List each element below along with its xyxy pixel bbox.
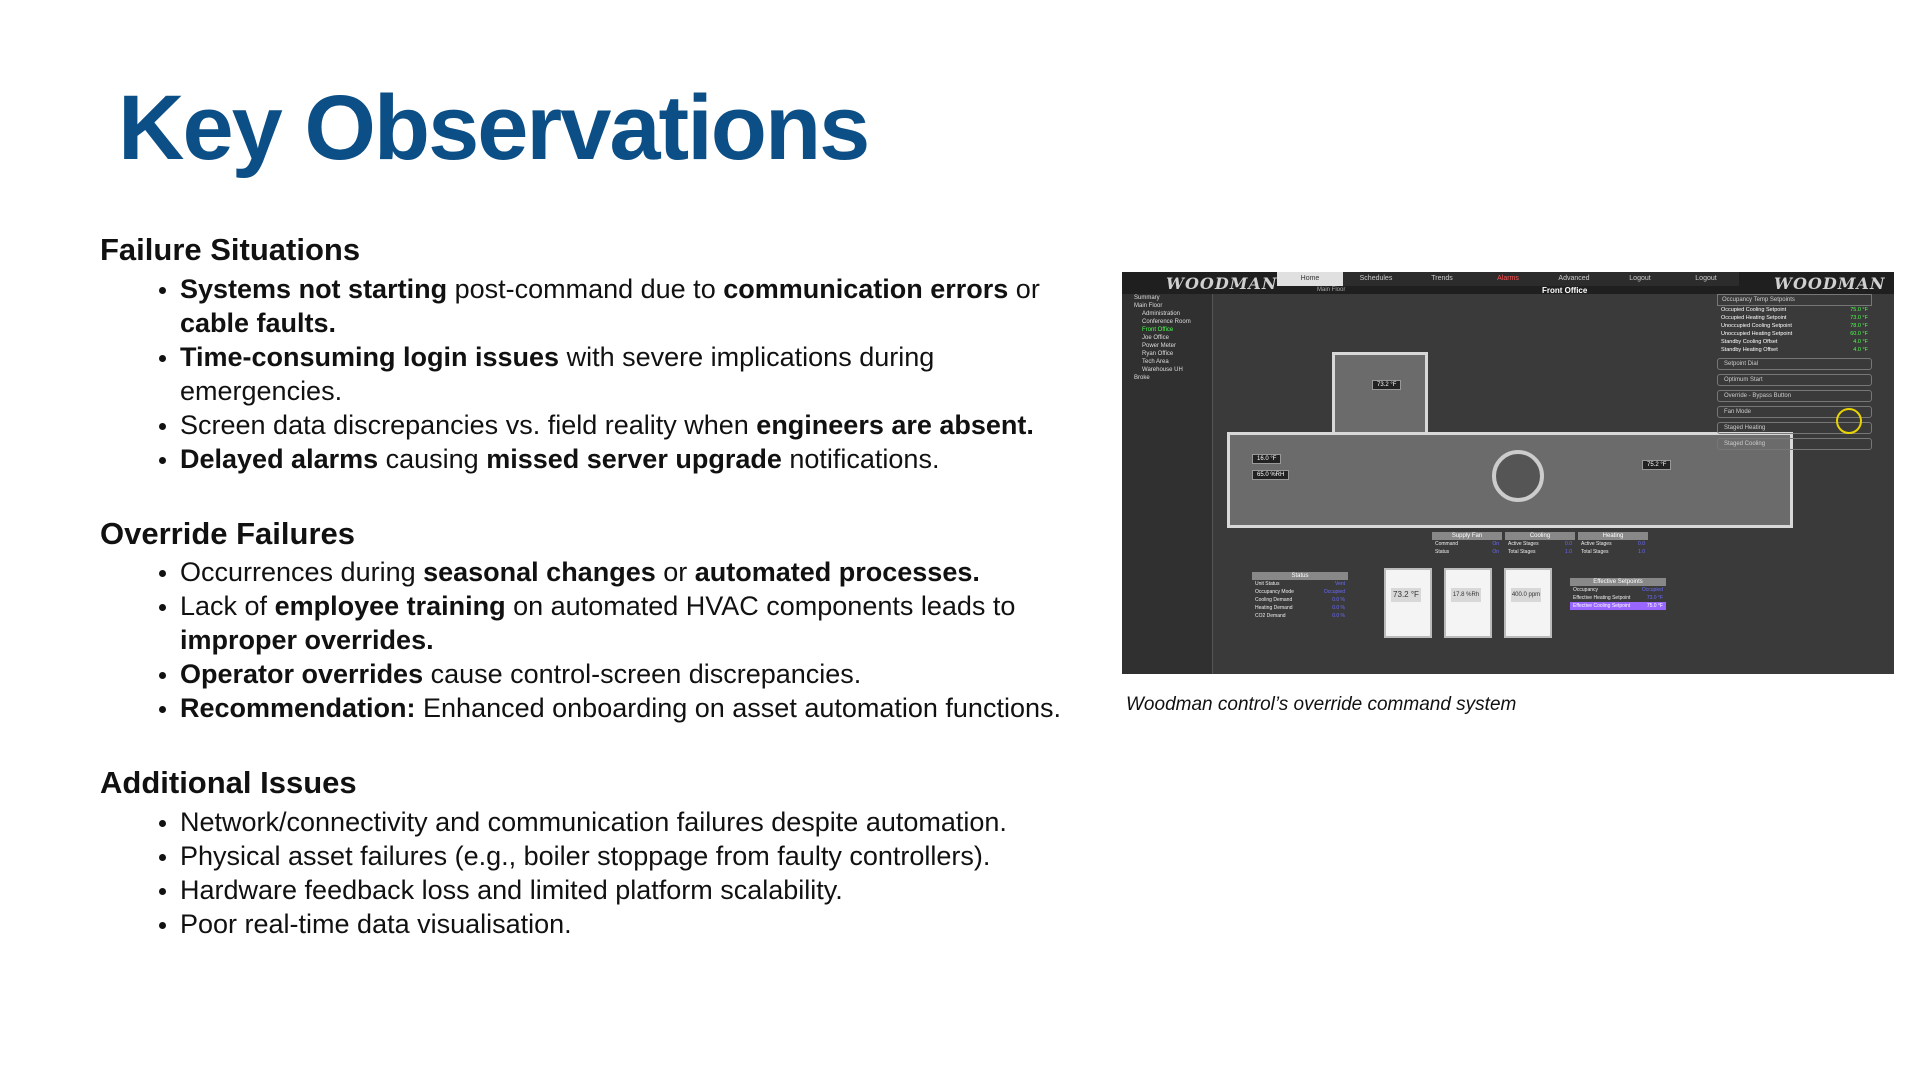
- table-row: [1505, 548, 1575, 556]
- table-row: [1252, 580, 1348, 588]
- table-row: [1505, 540, 1575, 548]
- duct-upper: [1332, 352, 1428, 438]
- supply-fan-table: [1432, 532, 1502, 556]
- row-key: Standby Heating Offset: [1721, 347, 1778, 353]
- tab-trends: Trends: [1409, 272, 1475, 286]
- bold-run: Time-consuming login issues: [180, 341, 560, 372]
- row-key: Heating Demand: [1255, 605, 1293, 611]
- row-value: Occupied: [1641, 587, 1663, 593]
- row-key: Unoccupied Cooling Setpoint: [1721, 323, 1792, 329]
- section-override-failures: [100, 516, 1080, 726]
- text-run: Hardware feedback loss and limited platform scalability.: [180, 874, 843, 905]
- bullet-item: [180, 691, 1080, 725]
- row-key: Occupied Cooling Setpoint: [1721, 307, 1787, 313]
- staged-heating-button: Staged Heating: [1717, 422, 1872, 434]
- row-value: 0.0: [1638, 541, 1645, 547]
- fan-mode-button: Fan Mode: [1717, 406, 1872, 418]
- staged-cooling-button: Staged Cooling: [1717, 438, 1872, 450]
- heating-table: [1578, 532, 1648, 556]
- bullet-item: [180, 805, 1080, 839]
- screenshot-tabs: [1277, 272, 1739, 286]
- row-key: Occupancy: [1573, 587, 1599, 593]
- sidebar-item-active: Front Office: [1142, 327, 1174, 333]
- row-key: Occupied Heating Setpoint: [1721, 315, 1787, 321]
- row-value: 0.0 %: [1332, 605, 1345, 611]
- thermostat-value: 400.0 ppm: [1511, 588, 1541, 602]
- section-heading: Failure Situations: [100, 232, 361, 267]
- row-value: Vent: [1334, 581, 1345, 587]
- bullet-item: [180, 873, 1080, 907]
- section-heading: Override Failures: [100, 515, 356, 551]
- row-key: Unit Status: [1255, 581, 1280, 587]
- table-row: [1432, 540, 1502, 548]
- tab-alarms: Alarms: [1475, 272, 1541, 286]
- bold-run: improper overrides.: [180, 625, 434, 656]
- section-additional-issues: [100, 765, 1080, 941]
- row-key: Active Stages: [1581, 541, 1612, 547]
- status-table: [1252, 572, 1348, 620]
- sidebar-item: Tech Area: [1142, 359, 1169, 365]
- bold-run: engineers are absent.: [756, 409, 1034, 440]
- row-key: CO2 Demand: [1255, 613, 1286, 619]
- row-value: 75.0 °F: [1850, 307, 1868, 313]
- bullet-item: [180, 408, 1080, 442]
- row-key: Standby Cooling Offset: [1721, 339, 1778, 345]
- panel-row: [1717, 306, 1872, 314]
- panel-head: Occupancy Temp Setpoints: [1717, 294, 1872, 306]
- thermostat-humidity: [1444, 568, 1492, 638]
- table-row: [1432, 548, 1502, 556]
- panel-row: [1717, 322, 1872, 330]
- setpoint-dial-button: Setpoint Dial: [1717, 358, 1872, 370]
- override-bypass-button: Override - Bypass Button: [1717, 390, 1872, 402]
- row-key: Effective Cooling Setpoint: [1573, 603, 1631, 609]
- screenshot-breadcrumb: Main Floor: [1317, 287, 1346, 293]
- bullet-item: [180, 907, 1080, 941]
- sidebar-item: Ryan Office: [1142, 351, 1174, 357]
- bold-run: seasonal changes: [423, 557, 656, 588]
- table-row: [1578, 540, 1648, 548]
- tab-logout: Logout: [1607, 272, 1673, 286]
- screenshot-page-title: Front Office: [1542, 286, 1588, 295]
- row-key: Active Stages: [1508, 541, 1539, 547]
- bold-run: employee training: [274, 591, 506, 622]
- sidebar-item: Main Floor: [1134, 303, 1163, 309]
- row-value: 60.0 °F: [1850, 331, 1868, 337]
- readout-outside-temp: 16.0 °F: [1252, 454, 1281, 464]
- slide-title: Key Observations: [118, 77, 869, 179]
- row-value: 0.0: [1565, 541, 1572, 547]
- sidebar-item: Conference Room: [1142, 319, 1191, 325]
- bullet-item: [180, 340, 1080, 408]
- text-run: or: [655, 557, 695, 588]
- screenshot-sidebar: [1122, 294, 1213, 674]
- panel-row: [1717, 314, 1872, 322]
- table-title: Effective Setpoints: [1570, 578, 1666, 586]
- figure: [1122, 272, 1894, 716]
- text-run: Occurrences during: [180, 557, 424, 588]
- section-heading: Additional Issues: [100, 765, 357, 801]
- row-value: 78.0 °F: [1850, 323, 1868, 329]
- table-row: [1578, 548, 1648, 556]
- bold-run: Delayed alarms: [180, 443, 379, 474]
- thermostat-co2: [1504, 568, 1552, 638]
- tab-schedules: Schedules: [1343, 272, 1409, 286]
- bold-run: cable faults.: [180, 307, 337, 338]
- text-run: Screen data discrepancies vs. field reality when: [180, 409, 757, 440]
- bullet-item: [180, 839, 1080, 873]
- panel-row: [1717, 330, 1872, 338]
- row-key: Cooling Demand: [1255, 597, 1293, 603]
- optimum-start-button: Optimum Start: [1717, 374, 1872, 386]
- tab-logout-2: Logout: [1673, 272, 1739, 286]
- bullet-item: [180, 272, 1080, 340]
- row-value: 73.0 °F: [1850, 315, 1868, 321]
- row-value: 75.0 °F: [1646, 603, 1663, 609]
- text-run: causing: [378, 443, 487, 474]
- table-row: [1252, 612, 1348, 620]
- bullet-item: [180, 589, 1080, 657]
- table-title: Heating: [1578, 532, 1648, 540]
- panel-row: [1717, 346, 1872, 354]
- bold-run: Systems not starting: [180, 273, 448, 304]
- readout-mixed-temp: 73.2 °F: [1372, 380, 1401, 390]
- table-row: [1252, 596, 1348, 604]
- text-run: with severe implications during emergencies.: [180, 341, 935, 406]
- table-row-highlighted: [1570, 602, 1666, 610]
- row-value: 73.0 °F: [1646, 595, 1663, 601]
- sidebar-item: Administration: [1142, 311, 1181, 317]
- row-key: Unoccupied Heating Setpoint: [1721, 331, 1793, 337]
- text-run: Poor real-time data visualisation.: [180, 908, 572, 939]
- text-run: cause control-screen discrepancies.: [423, 659, 862, 690]
- bold-run: communication errors: [723, 273, 1009, 304]
- sidebar-item: Power Meter: [1142, 343, 1177, 349]
- table-row: [1570, 594, 1666, 602]
- readout-supply-temp: 75.2 °F: [1642, 460, 1671, 470]
- text-run: post-command due to: [447, 273, 724, 304]
- bullet-item: [180, 657, 1080, 691]
- thermostat-temp: [1384, 568, 1432, 638]
- row-value: 0.0 %: [1332, 597, 1345, 603]
- panel-row: [1717, 338, 1872, 346]
- row-value: Occupied: [1323, 589, 1345, 595]
- row-key: Total Stages: [1508, 549, 1536, 555]
- text-run: on automated HVAC components leads to: [505, 591, 1016, 622]
- text-run: notifications.: [781, 443, 940, 474]
- row-value: 1.0: [1565, 549, 1572, 555]
- text-run: Network/connectivity and communication failures despite automation.: [180, 806, 1007, 837]
- tab-home: Home: [1277, 272, 1343, 286]
- row-value: On: [1492, 541, 1499, 547]
- bullet-list: [100, 555, 1080, 725]
- effective-setpoints-table: [1570, 578, 1666, 610]
- thermostat-value: 73.2 °F: [1391, 588, 1421, 602]
- table-title: Supply Fan: [1432, 532, 1502, 540]
- table-row: [1252, 604, 1348, 612]
- woodman-screenshot: [1122, 272, 1894, 674]
- text-run: or: [1008, 273, 1040, 304]
- text-run: Enhanced onboarding on asset automation functions.: [415, 693, 1061, 724]
- text-run: Physical asset failures (e.g., boiler stoppage from faulty controllers).: [180, 840, 991, 871]
- thermostat-value: 17.8 %Rh: [1451, 588, 1481, 602]
- table-row: [1252, 588, 1348, 596]
- bullet-item: [180, 442, 1080, 476]
- woodman-logo: WOODMAN: [1166, 274, 1278, 293]
- sidebar-item: Warehouse UH: [1142, 367, 1183, 373]
- row-key: Command: [1435, 541, 1459, 547]
- row-key: Effective Heating Setpoint: [1573, 595, 1631, 601]
- woodman-logo-right: WOODMAN: [1774, 274, 1886, 293]
- bold-run: missed server upgrade: [486, 443, 782, 474]
- table-row: [1570, 586, 1666, 594]
- row-value: 0.0 %: [1332, 613, 1345, 619]
- readout-outside-rh: 65.0 %RH: [1252, 470, 1289, 480]
- sidebar-item: Broke: [1134, 375, 1150, 381]
- table-title: Cooling: [1505, 532, 1575, 540]
- section-failure-situations: [100, 232, 1080, 476]
- row-key: Total Stages: [1581, 549, 1609, 555]
- tab-advanced: Advanced: [1541, 272, 1607, 286]
- sidebar-item: Joe Office: [1142, 335, 1169, 341]
- fan-icon: [1492, 450, 1544, 502]
- bullet-list: [100, 805, 1080, 941]
- figure-caption: Woodman control’s override command system: [1126, 694, 1517, 715]
- bullet-item: [180, 555, 1080, 589]
- bold-run: Recommendation:: [180, 693, 416, 724]
- observations-list: [100, 232, 1080, 981]
- text-run: Lack of: [180, 591, 275, 622]
- row-value: 4.0 °F: [1853, 339, 1868, 345]
- row-key: Status: [1435, 549, 1450, 555]
- row-value: 4.0 °F: [1853, 347, 1868, 353]
- row-value: On: [1492, 549, 1499, 555]
- bullet-list: [100, 272, 1080, 476]
- cursor-highlight-icon: [1836, 408, 1862, 434]
- table-title: Status: [1252, 572, 1348, 580]
- bold-run: automated processes.: [694, 557, 980, 588]
- row-key: Occupancy Mode: [1255, 589, 1294, 595]
- sidebar-item: Summary: [1134, 295, 1160, 301]
- cooling-table: [1505, 532, 1575, 556]
- row-value: 1.0: [1638, 549, 1645, 555]
- bold-run: Operator overrides: [180, 659, 424, 690]
